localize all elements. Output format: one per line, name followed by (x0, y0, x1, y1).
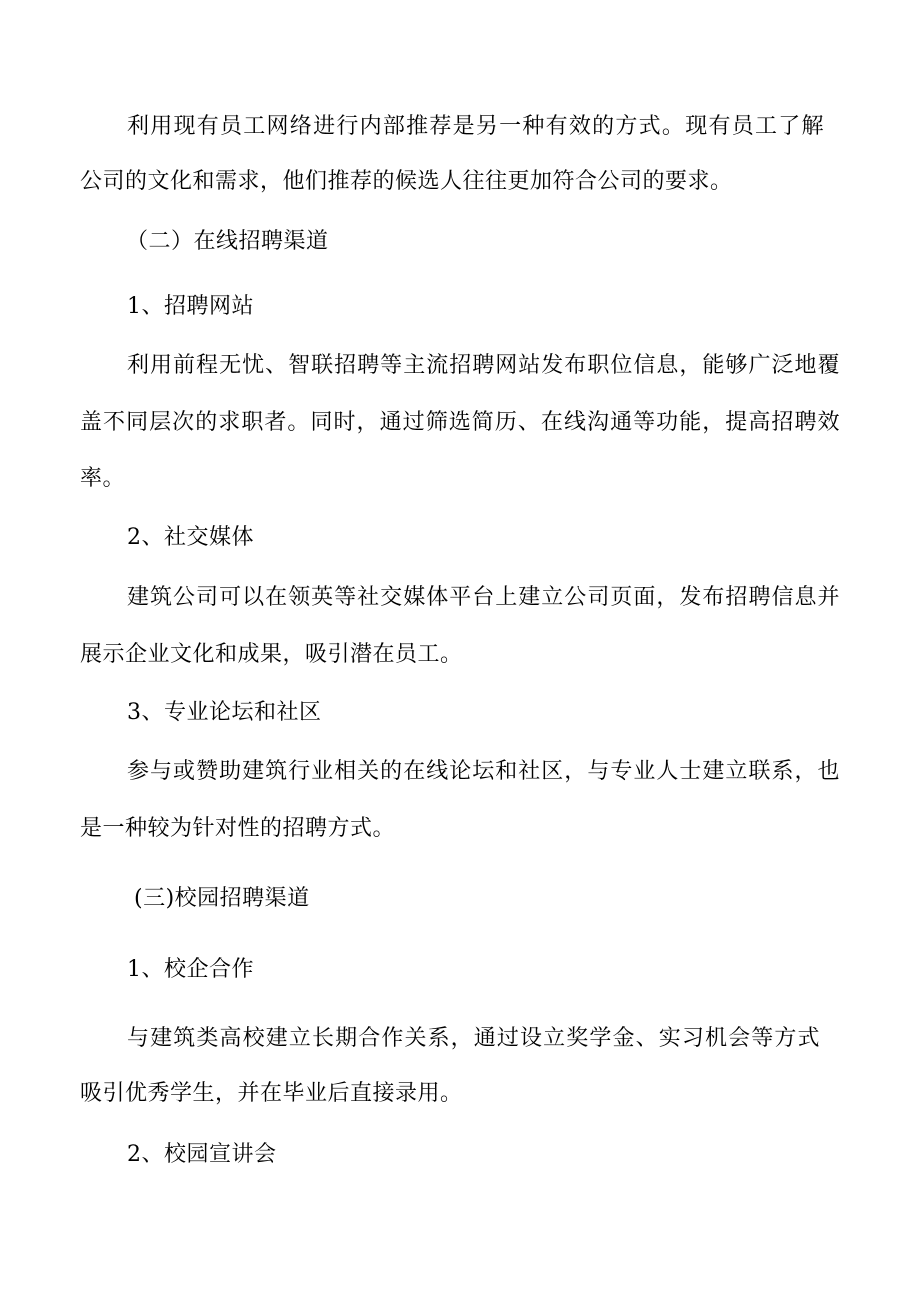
paragraph-social-line-2: 展示企业文化和成果，吸引潜在员工。 (80, 642, 463, 667)
paragraph-websites-line-3: 率。 (80, 466, 126, 491)
paragraph-forums-line-2: 是一种较为针对性的招聘方式。 (80, 816, 396, 841)
subheading-forums-communities: 3、专业论坛和社区 (127, 700, 322, 725)
paragraph-school-line-1: 与建筑类高校建立长期合作关系，通过设立奖学金、实习机会等方式 (127, 1026, 820, 1051)
paragraph-forums-line-1: 参与或赞助建筑行业相关的在线论坛和社区，与专业人士建立联系，也 (127, 759, 840, 784)
paragraph-social-line-1: 建筑公司可以在领英等社交媒体平台上建立公司页面，发布招聘信息并 (127, 585, 840, 610)
subheading-social-media: 2、社交媒体 (127, 525, 254, 550)
paragraph-referral-line-1: 利用现有员工网络进行内部推荐是另一种有效的方式。现有员工了解 (127, 114, 824, 139)
subheading-school-enterprise: 1、校企合作 (127, 957, 254, 982)
paragraph-websites-line-2: 盖不同层次的求职者。同时，通过筛选简历、在线沟通等功能，提高招聘效 (80, 410, 840, 435)
subheading-campus-presentation: 2、校园宣讲会 (127, 1142, 277, 1167)
paragraph-referral-line-2: 公司的文化和需求，他们推荐的候选人往往更加符合公司的要求。 (80, 169, 733, 194)
paragraph-school-line-2: 吸引优秀学生，并在毕业后直接录用。 (80, 1081, 463, 1106)
section-heading-online-recruitment: （二）在线招聘渠道 (126, 229, 329, 254)
section-heading-campus-recruitment: (三)校园招聘渠道 (134, 886, 310, 911)
paragraph-websites-line-1: 利用前程无忧、智联招聘等主流招聘网站发布职位信息，能够广泛地覆 (127, 353, 840, 378)
subheading-recruitment-websites: 1、招聘网站 (127, 294, 254, 319)
